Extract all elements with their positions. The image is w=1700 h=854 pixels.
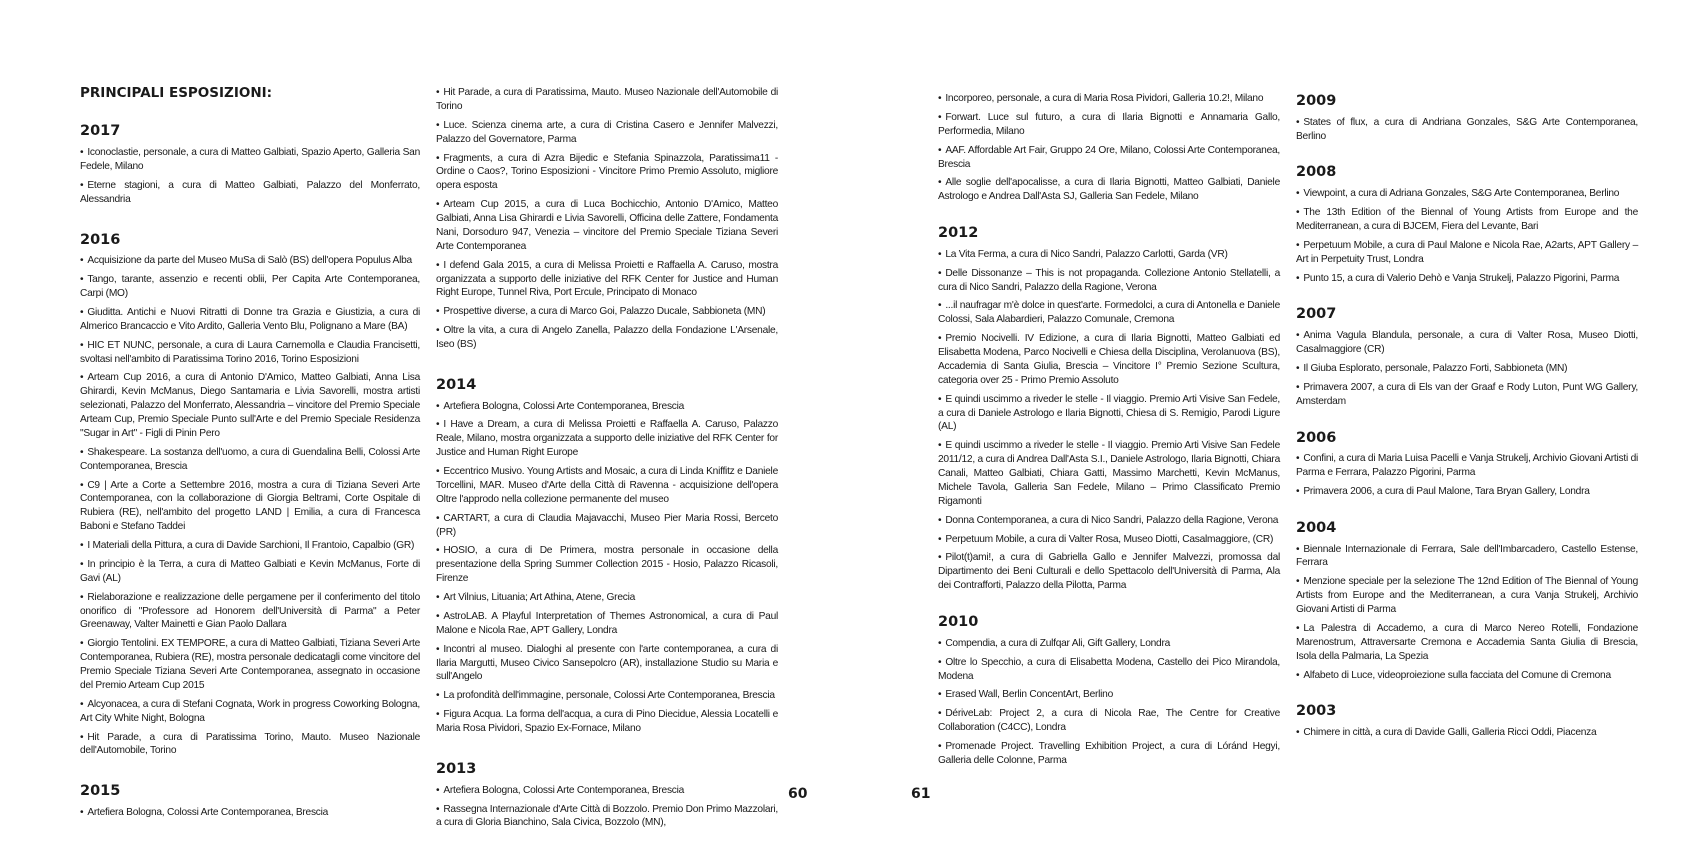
exhibition-entry: • Art Vilnius, Lituania; Art Athina, Atene, Grecia bbox=[436, 591, 778, 605]
exhibition-entry: • Fragments, a cura di Azra Bijedic e Stefania Spinazzola, Paratissima11 - Ordine o Caos?, Torino Esposizioni - Vincitore Primo Premio Assoluto, migliore opera esposta bbox=[436, 152, 778, 194]
exhibition-entry: • Delle Dissonanze – This is not propaganda. Collezione Antonio Stellatelli, a cura di Nico Sandri, Palazzo della Ragione, Verona bbox=[938, 267, 1280, 295]
exhibition-entry: • Il Giuba Esplorato, personale, Palazzo Forti, Sabbioneta (MN) bbox=[1296, 362, 1638, 376]
year-section bbox=[436, 760, 778, 830]
exhibition-entry: • Arteam Cup 2015, a cura di Luca Bochicchio, Antonio D'Amico, Matteo Galbiati, Anna Lisa Ghirardi e Livia Savorelli, Officina delle Zattere, Fondamenta Nani, Dorsoduro 947, Venezia – vincitore del Premio Speciale Tiziana Severi Arte Contemporanea bbox=[436, 198, 778, 254]
exhibition-entry: • Rassegna Internazionale d'Arte Città di Bozzolo. Premio Don Primo Mazzolari, a cura di Gloria Bianchino, Sala Civica, Bozzolo (MN), bbox=[436, 803, 778, 831]
year-section bbox=[1296, 92, 1638, 143]
year-section bbox=[80, 122, 420, 206]
year-section bbox=[1296, 305, 1638, 408]
exhibition-entry: • I Have a Dream, a cura di Melissa Proietti e Raffaella A. Caruso, Palazzo Reale, Milano, mostra organizzata a supporto delle iniziative del RFK Center for Justice and Human Right Europe bbox=[436, 418, 778, 460]
exhibition-entry: • E quindi uscimmo a riveder le stelle - Il viaggio. Premio Arti Visive San Fedele, a cura di Daniele Astrologo e Ilaria Bignotti, Chiesa di S. Remigio, Parodi Ligure (AL) bbox=[938, 393, 1280, 435]
exhibition-entry: • Primavera 2006, a cura di Paul Malone, Tara Bryan Gallery, Londra bbox=[1296, 485, 1638, 499]
exhibition-entry: • Artefiera Bologna, Colossi Arte Contemporanea, Brescia bbox=[80, 806, 420, 820]
exhibition-entry: • Eccentrico Musivo. Young Artists and Mosaic, a cura di Linda Kniffitz e Daniele Torcellini, MAR. Museo d'Arte della Città di Ravenna - acquisizione dell'opera Oltre l'approdo nella collezione permanente del museo bbox=[436, 465, 778, 507]
exhibition-entry: • Eterne stagioni, a cura di Matteo Galbiati, Palazzo del Monferrato, Alessandria bbox=[80, 179, 420, 207]
exhibition-entry: • La Palestra di Accademo, a cura di Marco Nereo Rotelli, Fondazione Marenostrum, Attraversarte Cremona e Accademia Santa Giulia di Brescia, Isola della Palmaria, La Spezia bbox=[1296, 622, 1638, 664]
exhibition-entry: • Primavera 2007, a cura di Els van der Graaf e Rody Luton, Punt WG Gallery, Amsterdam bbox=[1296, 381, 1638, 409]
year-heading: 2004 bbox=[1296, 519, 1337, 536]
year-section bbox=[1296, 702, 1638, 740]
exhibition-entry: • Promenade Project. Travelling Exhibition Project, a cura di Lóránd Hegyi, Galleria delle Colonne, Parma bbox=[938, 740, 1280, 768]
exhibition-entry: • Figura Acqua. La forma dell'acqua, a cura di Pino Diecidue, Alessia Locatelli e Maria Rosa Pividori, Spazio Ex-Fornace, Milano bbox=[436, 708, 778, 736]
page-number-right: 61 bbox=[911, 786, 931, 802]
year-section bbox=[436, 376, 778, 736]
year-heading: 2014 bbox=[436, 376, 477, 393]
exhibition-entry: • Hit Parade, a cura di Paratissima Torino, Mauto. Museo Nazionale dell'Automobile, Torino bbox=[80, 731, 420, 759]
exhibition-entry: • In principio è la Terra, a cura di Matteo Galbiati e Kevin McManus, Forte di Gavi (AL) bbox=[80, 558, 420, 586]
exhibition-entry: • Hit Parade, a cura di Paratissima, Mauto. Museo Nazionale dell'Automobile di Torino bbox=[436, 86, 778, 114]
exhibition-entry: • CARTART, a cura di Claudia Majavacchi, Museo Pier Maria Rossi, Berceto (PR) bbox=[436, 512, 778, 540]
exhibition-entry: • Arteam Cup 2016, a cura di Antonio D'Amico, Matteo Galbiati, Anna Lisa Ghirardi, Kevin McManus, Diego Santamaria e Livia Savorelli, mostra artisti selezionati, Palazzo del Monferrato, Alessandria – vincitore del Premio Speciale Arteam Cup, Premio Speciale Punto sull'Arte e del Premio Speciale Residenza "Sugar in Art" - Figli di Pinin Pero bbox=[80, 371, 420, 440]
exhibition-entry: • Forwart. Luce sul futuro, a cura di Ilaria Bignotti e Annamaria Gallo, Performedia, Milano bbox=[938, 111, 1280, 139]
exhibition-entry: • La Vita Ferma, a cura di Nico Sandri, Palazzo Carlotti, Garda (VR) bbox=[938, 248, 1280, 262]
year-heading: 2016 bbox=[80, 231, 121, 248]
year-heading: 2006 bbox=[1296, 429, 1337, 446]
year-section bbox=[1296, 163, 1638, 285]
exhibition-entry: • Luce. Scienza cinema arte, a cura di Cristina Casero e Jennifer Malvezzi, Palazzo del Governatore, Parma bbox=[436, 119, 778, 147]
exhibition-entry: • ...il naufragar m'è dolce in quest'arte. Formedolci, a cura di Antonella e Daniele Colossi, Sala Alabardieri, Palazzo Comunale, Cremona bbox=[938, 299, 1280, 327]
year-heading: 2003 bbox=[1296, 703, 1337, 720]
year-section bbox=[436, 86, 778, 352]
year-section bbox=[938, 224, 1280, 593]
exhibition-entry: • Oltre lo Specchio, a cura di Elisabetta Modena, Castello dei Pico Mirandola, Modena bbox=[938, 656, 1280, 684]
left-page-column-1 bbox=[80, 84, 420, 844]
exhibition-entry: • Compendia, a cura di Zulfqar Ali, Gift Gallery, Londra bbox=[938, 637, 1280, 651]
exhibition-entry: • Incontri al museo. Dialoghi al presente con l'arte contemporanea, a cura di Ilaria Margutti, Museo Civico Sansepolcro (AR), installazione Studio su Maria e sull'Angelo bbox=[436, 643, 778, 685]
exhibition-entry: • Rielaborazione e realizzazione delle pergamene per il conferimento del titolo onorifico di "Professore ad Honorem dell'Università di Parma" a Peter Greenaway, Valter Mainetti e Gian Paolo Dallara bbox=[80, 591, 420, 633]
exhibition-entry: • Menzione speciale per la selezione The 12nd Edition of The Biennal of Young Artists from Europe and the Mediterranean, a cura Vanja Strukelj, Archivio Giovani Artisti di Parma bbox=[1296, 575, 1638, 617]
exhibition-entry: • Chimere in città, a cura di Davide Galli, Galleria Ricci Oddi, Piacenza bbox=[1296, 726, 1638, 740]
exhibition-entry: • HIC ET NUNC, personale, a cura di Laura Carnemolla e Claudia Francisetti, svoltasi nell'ambito di Paratissima Torino 2016, Torino Esposizioni bbox=[80, 339, 420, 367]
exhibition-entry: • Perpetuum Mobile, a cura di Valter Rosa, Museo Diotti, Casalmaggiore, (CR) bbox=[938, 533, 1280, 547]
year-section bbox=[1296, 429, 1638, 499]
exhibition-entry: • Alle soglie dell'apocalisse, a cura di Ilaria Bignotti, Matteo Galbiati, Daniele Astrologo e Andrea Dall'Asta SJ, Galleria San Fedele, Milano bbox=[938, 176, 1280, 204]
year-heading: 2013 bbox=[436, 760, 477, 777]
exhibition-entry: • Tango, tarante, assenzio e recenti oblii, Per Capita Arte Contemporanea, Carpi (MO) bbox=[80, 273, 420, 301]
exhibition-entry: • La profondità dell'immagine, personale, Colossi Arte Contemporanea, Brescia bbox=[436, 689, 778, 703]
year-section bbox=[1296, 519, 1638, 683]
exhibition-entry: • Perpetuum Mobile, a cura di Paul Malone e Nicola Rae, A2arts, APT Gallery – Art in Perpetuity Trust, Londra bbox=[1296, 239, 1638, 267]
exhibition-entry: • Shakespeare. La sostanza dell'uomo, a cura di Guendalina Belli, Colossi Arte Contemporanea, Brescia bbox=[80, 446, 420, 474]
year-heading: 2007 bbox=[1296, 306, 1337, 323]
year-section bbox=[938, 613, 1280, 768]
exhibition-entry: • Anima Vagula Blandula, personale, a cura di Valter Rosa, Museo Diotti, Casalmaggiore (CR) bbox=[1296, 329, 1638, 357]
exhibition-entry: • Alfabeto di Luce, videoproiezione sulla facciata del Comune di Cremona bbox=[1296, 669, 1638, 683]
exhibition-entry: • E quindi uscimmo a riveder le stelle - Il viaggio. Premio Arti Visive San Fedele 2011/12, a cura di Andrea Dall'Asta S.I., Daniele Astrologo, Ilaria Bignotti, Chiara Canali, Matteo Galbiati, Chiara Gatti, Massimo Marchetti, Kevin McManus, Michele Tavola, Galleria San Fedele, Milano – Primo Classificato Premio Rigamonti bbox=[938, 439, 1280, 508]
year-heading: 2017 bbox=[80, 123, 121, 140]
exhibition-entry: • I defend Gala 2015, a cura di Melissa Proietti e Raffaella A. Caruso, mostra organizzata a supporto delle iniziative del RFK Center for Justice and Human Right Europe, Tunnel Riva, Port Ercule, Principato di Monaco bbox=[436, 259, 778, 301]
exhibition-entry: • Premio Nocivelli. IV Edizione, a cura di Ilaria Bignotti, Matteo Galbiati ed Elisabetta Modena, Parco Nocivelli e Chiesa della Disciplina, Verolanuova (BS), Accademia di Santa Giulia, Brescia – Vincitore I° Premio Sezione Scultura, categoria over 25 - Primo Premio Assoluto bbox=[938, 332, 1280, 388]
year-section bbox=[938, 92, 1280, 204]
exhibition-entry: • Artefiera Bologna, Colossi Arte Contemporanea, Brescia bbox=[436, 400, 778, 414]
exhibition-entry: • Alcyonacea, a cura di Stefani Cognata, Work in progress Coworking Bologna, Art City White Night, Bologna bbox=[80, 698, 420, 726]
year-heading: 2010 bbox=[938, 614, 979, 631]
exhibition-entry: • C9 | Arte a Corte a Settembre 2016, mostra a cura di Tiziana Severi Arte Contemporanea, con la collaborazione di Giorgia Beltrami, Corte Ospitale di Rubiera (RE), nell'ambito del progetto LAND | Emilia, a cura di Francesca Baboni e Stefano Taddei bbox=[80, 479, 420, 535]
year-heading: 2009 bbox=[1296, 93, 1337, 109]
exhibition-entry: • DériveLab: Project 2, a cura di Nicola Rae, The Centre for Creative Collaboration (C4CC), Londra bbox=[938, 707, 1280, 735]
exhibition-entry: • Donna Contemporanea, a cura di Nico Sandri, Palazzo della Ragione, Verona bbox=[938, 514, 1280, 528]
exhibition-entry: • Incorporeo, personale, a cura di Maria Rosa Pividori, Galleria 10.2!, Milano bbox=[938, 92, 1280, 106]
left-page-column-2 bbox=[436, 86, 778, 854]
exhibition-entry: • I Materiali della Pittura, a cura di Davide Sarchioni, Il Frantoio, Capalbio (GR) bbox=[80, 539, 420, 553]
exhibition-entry: • HOSIO, a cura di De Primera, mostra personale in occasione della presentazione della Spring Summer Collection 2015 - Hosio, Palazzo Ricasoli, Firenze bbox=[436, 544, 778, 586]
year-heading: 2015 bbox=[80, 783, 121, 800]
exhibition-entry: • The 13th Edition of the Biennal of Young Artists from Europe and the Mediterranean, a cura di BJCEM, Fiera del Levante, Bari bbox=[1296, 206, 1638, 234]
exhibition-entry: • Artefiera Bologna, Colossi Arte Contemporanea, Brescia bbox=[436, 784, 778, 798]
year-section bbox=[80, 782, 420, 820]
exhibition-entry: • States of flux, a cura di Andriana Gonzales, S&G Arte Contemporanea, Berlino bbox=[1296, 116, 1638, 144]
exhibition-entry: • Giorgio Tentolini. EX TEMPORE, a cura di Matteo Galbiati, Tiziana Severi Arte Contemporanea, Rubiera (RE), mostra personale dedicatagli come vincitore del Premio Speciale Tiziana Severi Arte Contemporanea, assegnato in occasione del Premio Arteam Cup 2015 bbox=[80, 637, 420, 693]
year-heading: 2012 bbox=[938, 225, 979, 242]
exhibition-entry: • AAF. Affordable Art Fair, Gruppo 24 Ore, Milano, Colossi Arte Contemporanea, Brescia bbox=[938, 144, 1280, 172]
exhibition-entry: • Confini, a cura di Maria Luisa Pacelli e Vanja Strukelj, Archivio Giovani Artisti di Parma e Ferrara, Palazzo Pigorini, Parma bbox=[1296, 452, 1638, 480]
exhibition-entry: • Acquisizione da parte del Museo MuSa di Salò (BS) dell'opera Populus Alba bbox=[80, 254, 420, 268]
page-number-left: 60 bbox=[788, 786, 808, 802]
exhibition-entry: • AstroLAB. A Playful Interpretation of Themes Astronomical, a cura di Paul Malone e Nicola Rae, APT Gallery, Londra bbox=[436, 610, 778, 638]
exhibition-entry: • Viewpoint, a cura di Adriana Gonzales, S&G Arte Contemporanea, Berlino bbox=[1296, 187, 1638, 201]
exhibition-entry: • Iconoclastie, personale, a cura di Matteo Galbiati, Spazio Aperto, Galleria San Fedele, Milano bbox=[80, 146, 420, 174]
exhibition-entry: • Biennale Internazionale di Ferrara, Sale dell'Imbarcadero, Castello Estense, Ferrara bbox=[1296, 543, 1638, 571]
right-page-column-1 bbox=[938, 92, 1280, 788]
exhibition-entry: • Erased Wall, Berlin ConcentArt, Berlino bbox=[938, 688, 1280, 702]
exhibition-entry: • Giuditta. Antichi e Nuovi Ritratti di Donne tra Grazia e Giustizia, a cura di Almerico Brancaccio e Vito Ardito, Galleria Vento Blu, Polignano a Mare (BA) bbox=[80, 306, 420, 334]
page-heading: PRINCIPALI ESPOSIZIONI: bbox=[80, 85, 273, 101]
exhibition-entry: • Pilot(t)ami!, a cura di Gabriella Gallo e Jennifer Malvezzi, promossa dal Dipartimento dei Beni Culturali e dello Spettacolo dell'Università di Parma, Ala dei Contrafforti, Palazzo della Pilotta, Parma bbox=[938, 551, 1280, 593]
right-page-column-2 bbox=[1296, 92, 1638, 760]
year-heading: 2008 bbox=[1296, 164, 1337, 181]
exhibition-entry: • Oltre la vita, a cura di Angelo Zanella, Palazzo della Fondazione L'Arsenale, Iseo (BS) bbox=[436, 324, 778, 352]
exhibition-entry: • Prospettive diverse, a cura di Marco Goi, Palazzo Ducale, Sabbioneta (MN) bbox=[436, 305, 778, 319]
year-section bbox=[80, 231, 420, 759]
exhibition-entry: • Punto 15, a cura di Valerio Dehò e Vanja Strukelj, Palazzo Pigorini, Parma bbox=[1296, 272, 1638, 286]
